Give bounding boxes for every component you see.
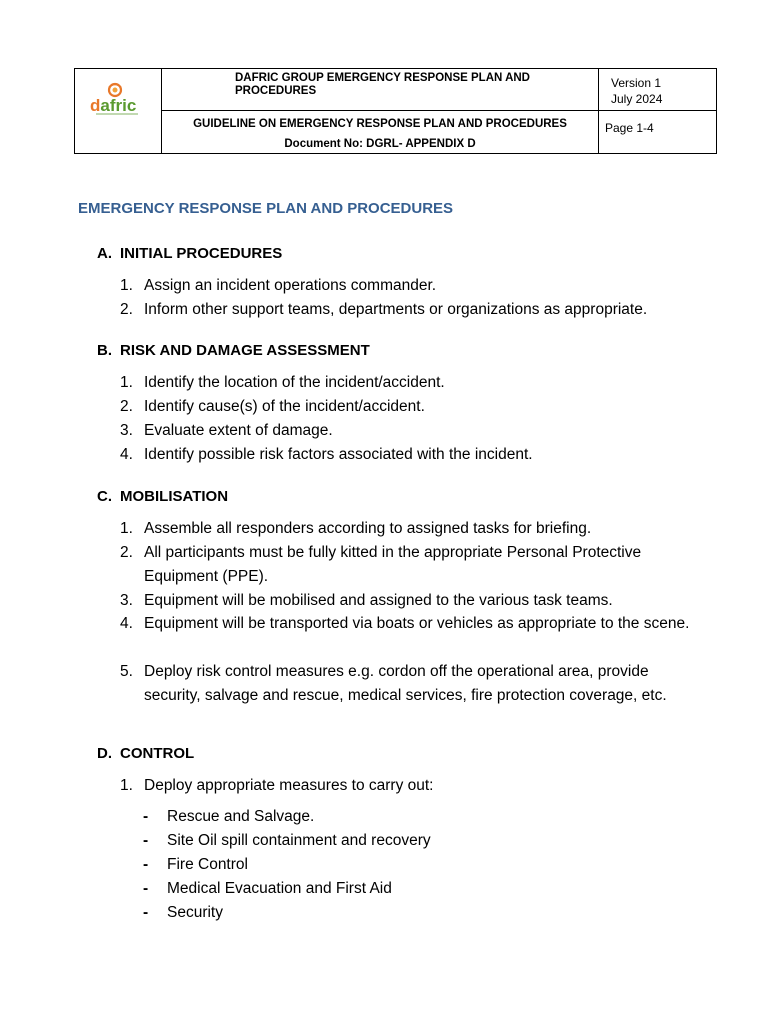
- list-item: 5. Deploy risk control measures e.g. cordon off the operational area, provide security, salvage and rescue, medical services, fire protection coverage, etc.: [120, 663, 667, 704]
- bullet-item: - Rescue and Salvage.: [143, 808, 315, 825]
- list-item: 2. Inform other support teams, departments or organizations as appropriate.: [120, 301, 648, 318]
- dafric-logo-icon: [88, 81, 148, 115]
- document-header-table: [74, 68, 717, 154]
- version-cell: [599, 69, 716, 111]
- section-a-heading: [97, 245, 282, 262]
- section-letter: D.: [97, 745, 112, 762]
- bullet-item: - Site Oil spill containment and recovery: [143, 832, 431, 849]
- guideline-title: GUIDELINE ON EMERGENCY RESPONSE PLAN AND PROCEDURES: [193, 118, 567, 130]
- version-label: Version 1: [611, 76, 662, 90]
- list-item: 2. All participants must be fully kitted in the appropriate Personal Protective Equipment (PPE).: [120, 544, 642, 585]
- section-d-heading: [97, 745, 194, 762]
- list-item: 3. Evaluate extent of damage.: [120, 422, 333, 439]
- section-letter: B.: [97, 342, 112, 359]
- list-item: 1. Assemble all responders according to assigned tasks for briefing.: [120, 520, 592, 537]
- version-date: July 2024: [611, 92, 663, 106]
- section-letter: C.: [97, 488, 112, 505]
- section-c-heading: [97, 488, 228, 505]
- list-item: 1. Deploy appropriate measures to carry out:: [120, 777, 434, 794]
- page-number: Page 1-4: [605, 121, 654, 135]
- list-item: 2. Identify cause(s) of the incident/accident.: [120, 398, 425, 415]
- logo-cell: [75, 69, 162, 153]
- list-item: 1. Identify the location of the incident/accident.: [120, 374, 445, 391]
- svg-text:dafric: dafric: [90, 96, 137, 115]
- bullet-item: - Security: [143, 904, 223, 921]
- list-item: 4. Identify possible risk factors associated with the incident.: [120, 446, 533, 463]
- document-title: DAFRIC GROUP EMERGENCY RESPONSE PLAN AND PROCEDURES: [235, 72, 530, 97]
- section-letter: A.: [97, 245, 112, 262]
- list-item: 3. Equipment will be mobilised and assigned to the various task teams.: [120, 592, 613, 609]
- list-item: 1. Assign an incident operations commander.: [120, 277, 437, 294]
- main-title: EMERGENCY RESPONSE PLAN AND PROCEDURES: [78, 200, 454, 217]
- list-item: 4. Equipment will be transported via boats or vehicles as appropriate to the scene.: [120, 615, 690, 632]
- document-number: Document No: DGRL- APPENDIX D: [284, 138, 476, 150]
- title-cell: [161, 69, 599, 111]
- section-title: CONTROL: [120, 745, 195, 762]
- section-title: INITIAL PROCEDURES: [120, 245, 283, 262]
- guideline-cell: [161, 111, 599, 153]
- section-title: MOBILISATION: [120, 488, 229, 505]
- section-b-heading: [97, 342, 370, 359]
- section-title: RISK AND DAMAGE ASSESSMENT: [120, 342, 370, 359]
- page-cell: [599, 111, 716, 153]
- bullet-item: - Fire Control: [143, 856, 248, 873]
- bullet-item: - Medical Evacuation and First Aid: [143, 880, 392, 897]
